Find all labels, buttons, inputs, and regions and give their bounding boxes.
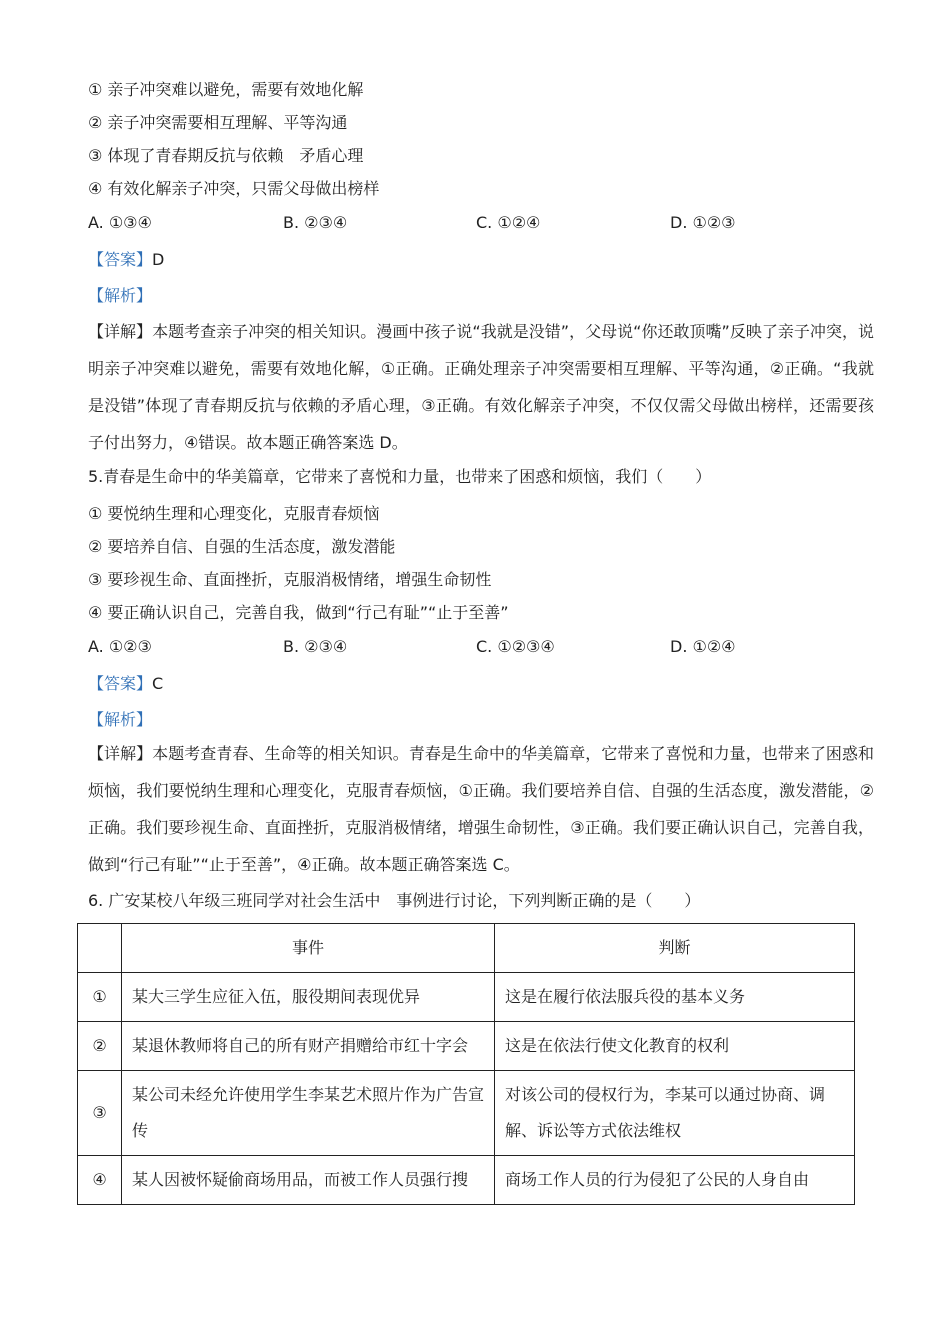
q4-statement-3: ③ 体现了青春期反抗与依赖 矛盾心理 [88, 146, 364, 165]
row-number: ③ [78, 1071, 122, 1156]
row-event: 某公司未经允许使用学生李某艺术照片作为广告宣传 [122, 1071, 495, 1156]
q5-statement-3: ③ 要珍视生命、直面挫折，克服消极情绪，增强生命韧性 [88, 570, 492, 589]
q5-detail-tag: 【详解】 [88, 744, 153, 763]
q5-option-a: A. ①②③ [88, 637, 152, 656]
q4-analysis-label: 【解析】 [88, 286, 153, 305]
q5-statement-2: ② 要培养自信、自强的生活态度，激发潜能 [88, 537, 396, 556]
q6-question: 6. 广安某校八年级三班同学对社会生活中 事例进行讨论，下列判断正确的是（ ） [88, 891, 701, 910]
q4-options [88, 213, 868, 233]
q5-options [88, 637, 868, 657]
q6-table [77, 923, 855, 1205]
q5-option-d: D. ①②④ [670, 637, 736, 656]
q4-analysis-tag [88, 286, 152, 306]
q5-statement-4: ④ 要正确认识自己，完善自我，做到“行己有耻”“止于至善” [88, 603, 509, 622]
q4-detail-tag: 【详解】 [88, 322, 153, 341]
q5-answer-tag: 【答案】 [88, 674, 153, 693]
q5-question: 5.青春是生命中的华美篇章，它带来了喜悦和力量，也带来了困惑和烦恼，我们（ ） [88, 467, 712, 486]
table-row [78, 1022, 855, 1071]
q4-statement-1: ① 亲子冲突难以避免，需要有效地化解 [88, 80, 364, 99]
row-event: 某退休教师将自己的所有财产捐赠给市红十字会 [122, 1022, 495, 1071]
q4-statement-4: ④ 有效化解亲子冲突，只需父母做出榜样 [88, 179, 380, 198]
q4-option-c: C. ①②④ [476, 213, 541, 232]
row-number: ① [78, 973, 122, 1022]
q4-answer-tag: 【答案】 [88, 250, 153, 269]
q4-detail-text: 本题考查亲子冲突的相关知识。漫画中孩子说“我就是没错”，父母说“你还敢顶嘴”反映了亲子冲突，说明亲子冲突难以避免，需要有效地化解，①正确。正确处理亲子冲突需要相互理解、平等沟通，②正确。“我就是没错”体现了青春期反抗与依赖的矛盾心理，③正确。有效化解亲子冲突，不仅仅需父母做出榜样，还需要孩子付出努力，④错误。故本题正确答案选 D。 [88, 322, 874, 452]
q5-detail-text: 本题考查青春、生命等的相关知识。青春是生命中的华美篇章，它带来了喜悦和力量，也带来了困惑和烦恼，我们要悦纳生理和心理变化，克服青春烦恼，①正确。我们要培养自信、自强的生活态度，激发潜能，②正确。我们要珍视生命、直面挫折，克服消极情绪，增强生命韧性，③正确。我们要正确认识自己，完善自我，做到“行己有耻”“止于至善”，④正确。故本题正确答案选 C。 [88, 744, 874, 874]
q5-analysis-tag [88, 710, 152, 730]
row-event: 某人因被怀疑偷商场用品，而被工作人员强行搜 [122, 1156, 495, 1205]
q5-option-c: C. ①②③④ [476, 637, 555, 656]
row-number: ④ [78, 1156, 122, 1205]
table-header-num [78, 924, 122, 973]
row-number: ② [78, 1022, 122, 1071]
table-row [78, 1156, 855, 1205]
q4-statement-2: ② 亲子冲突需要相互理解、平等沟通 [88, 113, 348, 132]
row-event: 某大三学生应征入伍，服役期间表现优异 [122, 973, 495, 1022]
table-row [78, 973, 855, 1022]
q4-option-d: D. ①②③ [670, 213, 736, 232]
row-judgment: 这是在履行依法服兵役的基本义务 [495, 973, 855, 1022]
table-header-judgment: 判断 [495, 924, 855, 973]
q5-answer [88, 674, 163, 694]
q4-answer [88, 250, 164, 270]
q4-option-b: B. ②③④ [283, 213, 348, 232]
table-header-event: 事件 [122, 924, 495, 973]
q5-analysis-label: 【解析】 [88, 710, 153, 729]
row-judgment: 商场工作人员的行为侵犯了公民的人身自由 [495, 1156, 855, 1205]
table-row [78, 1071, 855, 1156]
q4-detail [88, 313, 874, 461]
q5-detail [88, 735, 874, 883]
table-header-row [78, 924, 855, 973]
q5-option-b: B. ②③④ [283, 637, 348, 656]
q5-answer-value: C [152, 674, 164, 693]
q5-statement-1: ① 要悦纳生理和心理变化，克服青春烦恼 [88, 504, 380, 523]
q4-option-a: A. ①③④ [88, 213, 152, 232]
row-judgment: 这是在依法行使文化教育的权利 [495, 1022, 855, 1071]
q4-answer-value: D [152, 250, 165, 269]
row-judgment: 对该公司的侵权行为，李某可以通过协商、调解、诉讼等方式依法维权 [495, 1071, 855, 1156]
